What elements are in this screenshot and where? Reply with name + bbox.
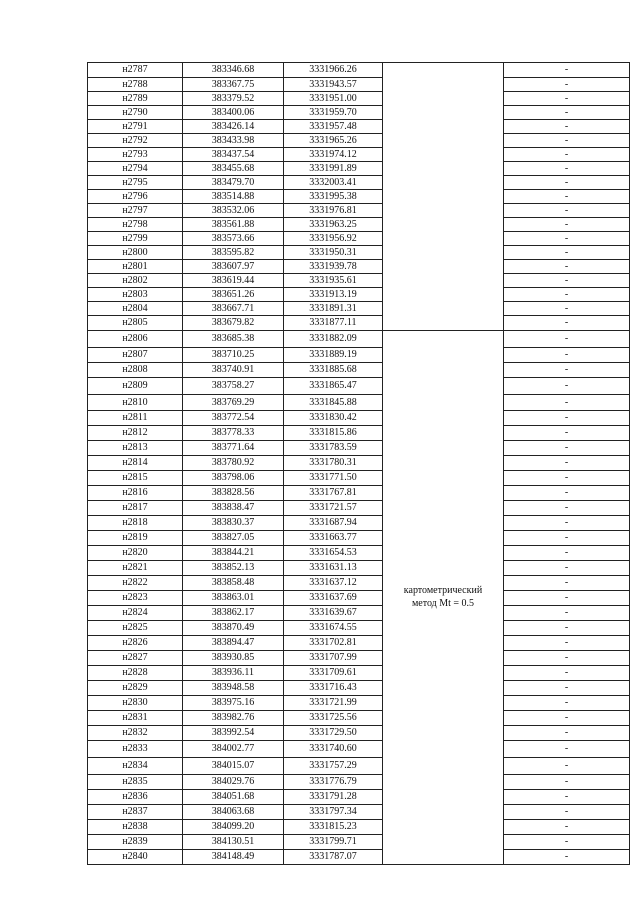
note-cell: - xyxy=(504,316,630,331)
note-cell: - xyxy=(504,666,630,681)
note-cell: - xyxy=(504,204,630,218)
point-name-cell: н2793 xyxy=(88,148,183,162)
note-cell: - xyxy=(504,561,630,576)
point-name-cell: н2834 xyxy=(88,758,183,775)
note-cell: - xyxy=(504,176,630,190)
point-name-cell: н2815 xyxy=(88,471,183,486)
point-name-cell: н2840 xyxy=(88,850,183,865)
y-coordinate-cell: 3331885.68 xyxy=(284,363,383,378)
table-row xyxy=(88,576,630,591)
y-coordinate-cell: 3331637.12 xyxy=(284,576,383,591)
point-name-cell: н2799 xyxy=(88,232,183,246)
note-cell: - xyxy=(504,274,630,288)
point-name-cell: н2832 xyxy=(88,726,183,741)
table-row xyxy=(88,790,630,805)
x-coordinate-cell: 384148.49 xyxy=(183,850,284,865)
x-coordinate-cell: 383975.16 xyxy=(183,696,284,711)
x-coordinate-cell: 383607.97 xyxy=(183,260,284,274)
note-cell: - xyxy=(504,805,630,820)
y-coordinate-cell: 3331799.71 xyxy=(284,835,383,850)
point-name-cell: н2821 xyxy=(88,561,183,576)
point-name-cell: н2787 xyxy=(88,63,183,78)
note-cell: - xyxy=(504,606,630,621)
table-row xyxy=(88,696,630,711)
table-row xyxy=(88,78,630,92)
point-name-cell: н2798 xyxy=(88,218,183,232)
table-row xyxy=(88,363,630,378)
y-coordinate-cell: 3331951.00 xyxy=(284,92,383,106)
x-coordinate-cell: 384099.20 xyxy=(183,820,284,835)
note-cell: - xyxy=(504,426,630,441)
table-row xyxy=(88,232,630,246)
x-coordinate-cell: 383844.21 xyxy=(183,546,284,561)
table-row xyxy=(88,850,630,865)
table-row xyxy=(88,218,630,232)
note-cell: - xyxy=(504,758,630,775)
point-name-cell: н2800 xyxy=(88,246,183,260)
table-row xyxy=(88,106,630,120)
x-coordinate-cell: 383437.54 xyxy=(183,148,284,162)
note-cell: - xyxy=(504,835,630,850)
table-row xyxy=(88,486,630,501)
table-row xyxy=(88,246,630,260)
x-coordinate-cell: 383573.66 xyxy=(183,232,284,246)
table-row xyxy=(88,775,630,790)
y-coordinate-cell: 3331830.42 xyxy=(284,411,383,426)
point-name-cell: н2805 xyxy=(88,316,183,331)
note-cell: - xyxy=(504,348,630,363)
y-coordinate-cell: 3331882.09 xyxy=(284,331,383,348)
note-cell: - xyxy=(504,232,630,246)
y-coordinate-cell: 3331639.67 xyxy=(284,606,383,621)
table-row xyxy=(88,378,630,395)
table-row xyxy=(88,190,630,204)
x-coordinate-cell: 383595.82 xyxy=(183,246,284,260)
y-coordinate-cell: 3331663.77 xyxy=(284,531,383,546)
y-coordinate-cell: 3331716.43 xyxy=(284,681,383,696)
point-name-cell: н2836 xyxy=(88,790,183,805)
point-name-cell: н2830 xyxy=(88,696,183,711)
coordinates-table-body xyxy=(88,63,630,865)
table-row xyxy=(88,120,630,134)
note-cell: - xyxy=(504,726,630,741)
y-coordinate-cell: 3331771.50 xyxy=(284,471,383,486)
x-coordinate-cell: 383992.54 xyxy=(183,726,284,741)
note-cell: - xyxy=(504,471,630,486)
point-name-cell: н2809 xyxy=(88,378,183,395)
x-coordinate-cell: 383828.56 xyxy=(183,486,284,501)
x-coordinate-cell: 383685.38 xyxy=(183,331,284,348)
note-cell: - xyxy=(504,120,630,134)
note-cell: - xyxy=(504,501,630,516)
note-cell: - xyxy=(504,78,630,92)
x-coordinate-cell: 384015.07 xyxy=(183,758,284,775)
y-coordinate-cell: 3331877.11 xyxy=(284,316,383,331)
x-coordinate-cell: 384130.51 xyxy=(183,835,284,850)
table-row xyxy=(88,471,630,486)
y-coordinate-cell: 3331721.57 xyxy=(284,501,383,516)
x-coordinate-cell: 383769.29 xyxy=(183,395,284,411)
point-name-cell: н2820 xyxy=(88,546,183,561)
point-name-cell: н2831 xyxy=(88,711,183,726)
x-coordinate-cell: 383532.06 xyxy=(183,204,284,218)
table-row xyxy=(88,726,630,741)
point-name-cell: н2790 xyxy=(88,106,183,120)
table-row xyxy=(88,331,630,348)
coordinates-table xyxy=(87,62,630,865)
point-name-cell: н2808 xyxy=(88,363,183,378)
table-row xyxy=(88,176,630,190)
note-cell: - xyxy=(504,546,630,561)
method-cell-empty xyxy=(383,63,504,331)
point-name-cell: н2795 xyxy=(88,176,183,190)
table-row xyxy=(88,621,630,636)
y-coordinate-cell: 3331891.31 xyxy=(284,302,383,316)
table-row xyxy=(88,63,630,78)
x-coordinate-cell: 383679.82 xyxy=(183,316,284,331)
y-coordinate-cell: 3331767.81 xyxy=(284,486,383,501)
point-name-cell: н2818 xyxy=(88,516,183,531)
y-coordinate-cell: 3331815.23 xyxy=(284,820,383,835)
point-name-cell: н2827 xyxy=(88,651,183,666)
x-coordinate-cell: 384029.76 xyxy=(183,775,284,790)
y-coordinate-cell: 3331776.79 xyxy=(284,775,383,790)
note-cell: - xyxy=(504,302,630,316)
y-coordinate-cell: 3331815.86 xyxy=(284,426,383,441)
note-cell: - xyxy=(504,441,630,456)
method-cell xyxy=(383,331,504,865)
note-cell: - xyxy=(504,591,630,606)
y-coordinate-cell: 3331707.99 xyxy=(284,651,383,666)
note-cell: - xyxy=(504,696,630,711)
y-coordinate-cell: 3332003.41 xyxy=(284,176,383,190)
point-name-cell: н2828 xyxy=(88,666,183,681)
y-coordinate-cell: 3331709.61 xyxy=(284,666,383,681)
note-cell: - xyxy=(504,134,630,148)
note-cell: - xyxy=(504,636,630,651)
point-name-cell: н2814 xyxy=(88,456,183,471)
point-name-cell: н2837 xyxy=(88,805,183,820)
point-name-cell: н2792 xyxy=(88,134,183,148)
table-row xyxy=(88,820,630,835)
x-coordinate-cell: 383948.58 xyxy=(183,681,284,696)
point-name-cell: н2803 xyxy=(88,288,183,302)
note-cell: - xyxy=(504,790,630,805)
note-cell: - xyxy=(504,331,630,348)
note-cell: - xyxy=(504,576,630,591)
point-name-cell: н2826 xyxy=(88,636,183,651)
point-name-cell: н2796 xyxy=(88,190,183,204)
table-row xyxy=(88,501,630,516)
y-coordinate-cell: 3331995.38 xyxy=(284,190,383,204)
table-row xyxy=(88,260,630,274)
point-name-cell: н2829 xyxy=(88,681,183,696)
x-coordinate-cell: 383778.33 xyxy=(183,426,284,441)
x-coordinate-cell: 383379.52 xyxy=(183,92,284,106)
point-name-cell: н2810 xyxy=(88,395,183,411)
x-coordinate-cell: 383830.37 xyxy=(183,516,284,531)
point-name-cell: н2819 xyxy=(88,531,183,546)
x-coordinate-cell: 383514.88 xyxy=(183,190,284,204)
note-cell: - xyxy=(504,395,630,411)
table-row xyxy=(88,148,630,162)
table-row xyxy=(88,636,630,651)
table-row xyxy=(88,741,630,758)
y-coordinate-cell: 3331913.19 xyxy=(284,288,383,302)
y-coordinate-cell: 3331725.56 xyxy=(284,711,383,726)
y-coordinate-cell: 3331965.26 xyxy=(284,134,383,148)
y-coordinate-cell: 3331943.57 xyxy=(284,78,383,92)
note-cell: - xyxy=(504,486,630,501)
table-row xyxy=(88,441,630,456)
table-row xyxy=(88,681,630,696)
table-row xyxy=(88,274,630,288)
x-coordinate-cell: 383870.49 xyxy=(183,621,284,636)
x-coordinate-cell: 383772.54 xyxy=(183,411,284,426)
x-coordinate-cell: 383894.47 xyxy=(183,636,284,651)
y-coordinate-cell: 3331674.55 xyxy=(284,621,383,636)
y-coordinate-cell: 3331957.48 xyxy=(284,120,383,134)
x-coordinate-cell: 383667.71 xyxy=(183,302,284,316)
table-row xyxy=(88,546,630,561)
y-coordinate-cell: 3331791.28 xyxy=(284,790,383,805)
point-name-cell: н2794 xyxy=(88,162,183,176)
note-cell: - xyxy=(504,260,630,274)
table-row xyxy=(88,758,630,775)
y-coordinate-cell: 3331787.07 xyxy=(284,850,383,865)
x-coordinate-cell: 384002.77 xyxy=(183,741,284,758)
y-coordinate-cell: 3331845.88 xyxy=(284,395,383,411)
table-row xyxy=(88,666,630,681)
point-name-cell: н2825 xyxy=(88,621,183,636)
point-name-cell: н2813 xyxy=(88,441,183,456)
y-coordinate-cell: 3331950.31 xyxy=(284,246,383,260)
x-coordinate-cell: 383862.17 xyxy=(183,606,284,621)
x-coordinate-cell: 383479.70 xyxy=(183,176,284,190)
y-coordinate-cell: 3331956.92 xyxy=(284,232,383,246)
y-coordinate-cell: 3331687.94 xyxy=(284,516,383,531)
y-coordinate-cell: 3331729.50 xyxy=(284,726,383,741)
y-coordinate-cell: 3331966.26 xyxy=(284,63,383,78)
note-cell: - xyxy=(504,363,630,378)
x-coordinate-cell: 383619.44 xyxy=(183,274,284,288)
point-name-cell: н2788 xyxy=(88,78,183,92)
x-coordinate-cell: 383982.76 xyxy=(183,711,284,726)
y-coordinate-cell: 3331939.78 xyxy=(284,260,383,274)
y-coordinate-cell: 3331797.34 xyxy=(284,805,383,820)
table-row xyxy=(88,92,630,106)
x-coordinate-cell: 383852.13 xyxy=(183,561,284,576)
y-coordinate-cell: 3331963.25 xyxy=(284,218,383,232)
note-cell: - xyxy=(504,218,630,232)
y-coordinate-cell: 3331865.47 xyxy=(284,378,383,395)
note-cell: - xyxy=(504,162,630,176)
point-name-cell: н2804 xyxy=(88,302,183,316)
table-row xyxy=(88,711,630,726)
table-row xyxy=(88,456,630,471)
x-coordinate-cell: 383426.14 xyxy=(183,120,284,134)
table-row xyxy=(88,651,630,666)
table-row xyxy=(88,426,630,441)
y-coordinate-cell: 3331974.12 xyxy=(284,148,383,162)
y-coordinate-cell: 3331991.89 xyxy=(284,162,383,176)
point-name-cell: н2797 xyxy=(88,204,183,218)
x-coordinate-cell: 383758.27 xyxy=(183,378,284,395)
table-row xyxy=(88,835,630,850)
note-cell: - xyxy=(504,850,630,865)
point-name-cell: н2806 xyxy=(88,331,183,348)
note-cell: - xyxy=(504,516,630,531)
point-name-cell: н2823 xyxy=(88,591,183,606)
point-name-cell: н2811 xyxy=(88,411,183,426)
table-row xyxy=(88,162,630,176)
method-text-line: картометрический xyxy=(403,585,483,596)
note-cell: - xyxy=(504,148,630,162)
note-cell: - xyxy=(504,741,630,758)
y-coordinate-cell: 3331780.31 xyxy=(284,456,383,471)
note-cell: - xyxy=(504,820,630,835)
x-coordinate-cell: 383780.92 xyxy=(183,456,284,471)
x-coordinate-cell: 383936.11 xyxy=(183,666,284,681)
y-coordinate-cell: 3331959.70 xyxy=(284,106,383,120)
note-cell: - xyxy=(504,411,630,426)
table-row xyxy=(88,531,630,546)
x-coordinate-cell: 383858.48 xyxy=(183,576,284,591)
table-row xyxy=(88,805,630,820)
x-coordinate-cell: 383346.68 xyxy=(183,63,284,78)
point-name-cell: н2838 xyxy=(88,820,183,835)
y-coordinate-cell: 3331631.13 xyxy=(284,561,383,576)
y-coordinate-cell: 3331935.61 xyxy=(284,274,383,288)
x-coordinate-cell: 383710.25 xyxy=(183,348,284,363)
y-coordinate-cell: 3331757.29 xyxy=(284,758,383,775)
note-cell: - xyxy=(504,63,630,78)
table-row xyxy=(88,204,630,218)
x-coordinate-cell: 383740.91 xyxy=(183,363,284,378)
note-cell: - xyxy=(504,711,630,726)
table-row xyxy=(88,302,630,316)
point-name-cell: н2807 xyxy=(88,348,183,363)
x-coordinate-cell: 383367.75 xyxy=(183,78,284,92)
x-coordinate-cell: 383838.47 xyxy=(183,501,284,516)
note-cell: - xyxy=(504,92,630,106)
point-name-cell: н2791 xyxy=(88,120,183,134)
x-coordinate-cell: 383455.68 xyxy=(183,162,284,176)
x-coordinate-cell: 383561.88 xyxy=(183,218,284,232)
y-coordinate-cell: 3331654.53 xyxy=(284,546,383,561)
note-cell: - xyxy=(504,378,630,395)
point-name-cell: н2839 xyxy=(88,835,183,850)
note-cell: - xyxy=(504,288,630,302)
x-coordinate-cell: 383651.26 xyxy=(183,288,284,302)
note-cell: - xyxy=(504,621,630,636)
note-cell: - xyxy=(504,775,630,790)
y-coordinate-cell: 3331889.19 xyxy=(284,348,383,363)
table-row xyxy=(88,316,630,331)
point-name-cell: н2824 xyxy=(88,606,183,621)
point-name-cell: н2817 xyxy=(88,501,183,516)
note-cell: - xyxy=(504,456,630,471)
point-name-cell: н2802 xyxy=(88,274,183,288)
table-row xyxy=(88,516,630,531)
note-cell: - xyxy=(504,531,630,546)
table-row xyxy=(88,561,630,576)
y-coordinate-cell: 3331721.99 xyxy=(284,696,383,711)
x-coordinate-cell: 383863.01 xyxy=(183,591,284,606)
x-coordinate-cell: 384063.68 xyxy=(183,805,284,820)
x-coordinate-cell: 383827.05 xyxy=(183,531,284,546)
point-name-cell: н2835 xyxy=(88,775,183,790)
point-name-cell: н2789 xyxy=(88,92,183,106)
table-row xyxy=(88,288,630,302)
point-name-cell: н2833 xyxy=(88,741,183,758)
y-coordinate-cell: 3331702.81 xyxy=(284,636,383,651)
x-coordinate-cell: 383930.85 xyxy=(183,651,284,666)
table-row xyxy=(88,134,630,148)
table-row xyxy=(88,411,630,426)
table-row xyxy=(88,606,630,621)
point-name-cell: н2812 xyxy=(88,426,183,441)
x-coordinate-cell: 384051.68 xyxy=(183,790,284,805)
y-coordinate-cell: 3331637.69 xyxy=(284,591,383,606)
point-name-cell: н2816 xyxy=(88,486,183,501)
x-coordinate-cell: 383771.64 xyxy=(183,441,284,456)
note-cell: - xyxy=(504,246,630,260)
note-cell: - xyxy=(504,681,630,696)
x-coordinate-cell: 383433.98 xyxy=(183,134,284,148)
y-coordinate-cell: 3331976.81 xyxy=(284,204,383,218)
table-row xyxy=(88,591,630,606)
point-name-cell: н2822 xyxy=(88,576,183,591)
point-name-cell: н2801 xyxy=(88,260,183,274)
x-coordinate-cell: 383400.06 xyxy=(183,106,284,120)
table-row xyxy=(88,395,630,411)
y-coordinate-cell: 3331783.59 xyxy=(284,441,383,456)
x-coordinate-cell: 383798.06 xyxy=(183,471,284,486)
method-text-line: метод Mt = 0.5 xyxy=(411,597,475,609)
y-coordinate-cell: 3331740.60 xyxy=(284,741,383,758)
note-cell: - xyxy=(504,190,630,204)
table-row xyxy=(88,348,630,363)
note-cell: - xyxy=(504,651,630,666)
note-cell: - xyxy=(504,106,630,120)
